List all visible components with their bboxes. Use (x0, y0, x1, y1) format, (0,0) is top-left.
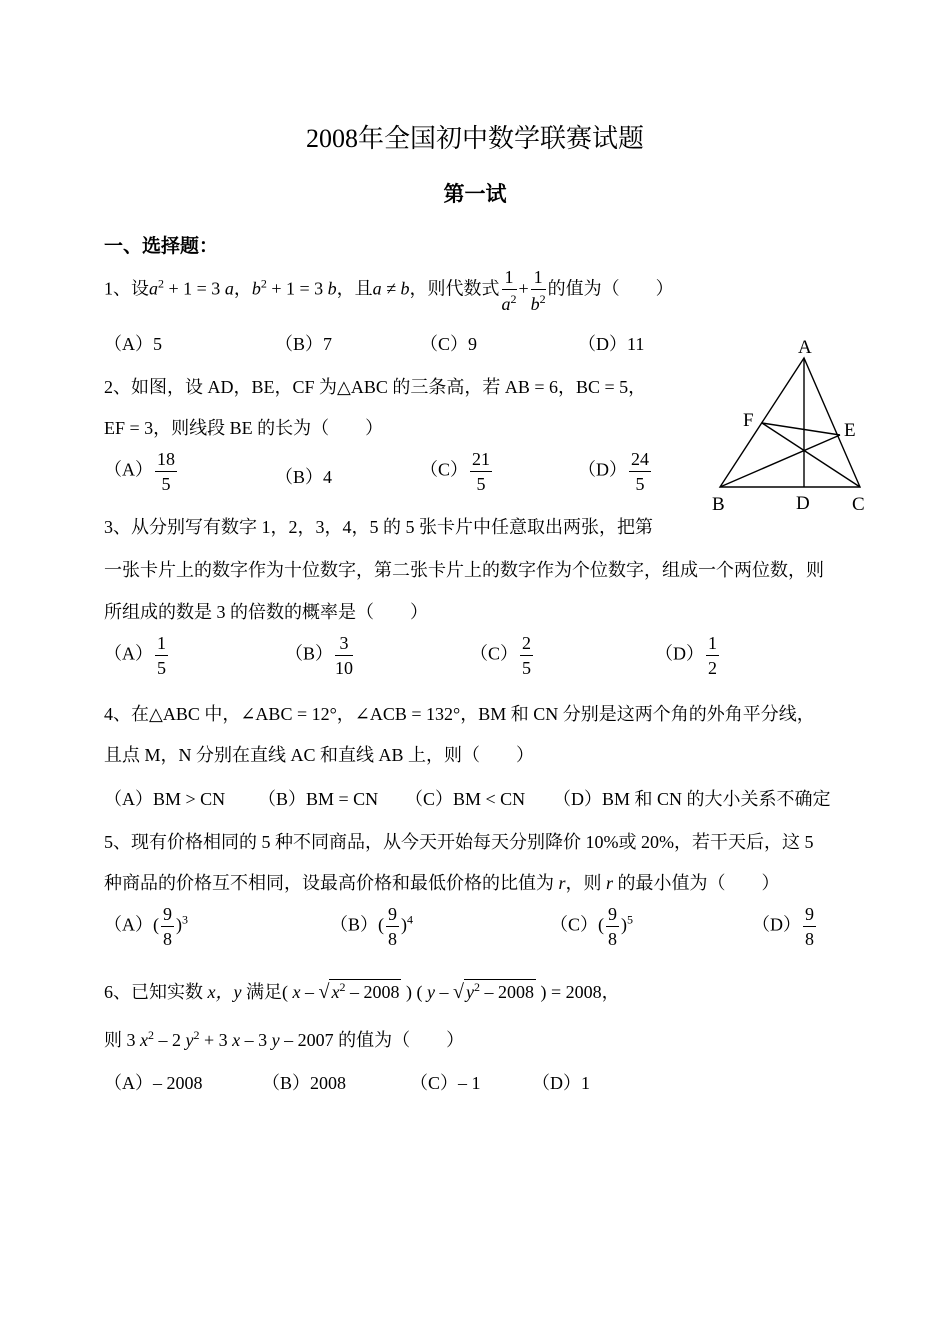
page-title: 2008年全国初中数学联赛试题 (305, 124, 644, 153)
q2-option-b: （B）4 (275, 467, 333, 487)
fraction-1-over-b2: $\frac{1}{b^2}$ (530, 267, 546, 314)
q6-option-a: （A）– 2008 (104, 1073, 203, 1093)
q4-line1: 4、在△ABC 中，∠ABC = 12°，∠ACB = 132°，BM 和 CN 分别是这两个角的外角平分线， (104, 704, 815, 724)
q1-option-b: （B）7 (275, 334, 333, 354)
section-heading: 一、选择题： (104, 236, 219, 257)
label-e: E (844, 420, 856, 441)
q2-option-c: （C） $\frac{21}{5}$ (420, 449, 491, 494)
q2-option-d: （D） $\frac{24}{5}$ (578, 449, 649, 494)
altitude-be (720, 435, 840, 487)
q3-line2: 一张卡片上的数字作为十位数字，第二张卡片上的数字作为个位数字，组成一个两位数，则 (104, 560, 824, 580)
q5-option-b: （B）( $\frac{9}{8}$ )$^4$ (330, 904, 414, 949)
label-d: D (796, 493, 810, 514)
q4-option-b: （B）BM = CN (258, 789, 379, 809)
q5-option-d: （D） $\frac{9}{8}$ (752, 904, 814, 949)
q6-line2: 则 3 $x^2 - 2$ $y^2 + 3$ x – 3 y – 2007 的值为（ ） (104, 1028, 465, 1050)
label-a: A (798, 337, 812, 358)
q3-option-d: （D） $\frac{1}{2}$ (655, 633, 717, 678)
label-b: B (712, 494, 725, 515)
q4-option-c: （C）BM < CN (405, 789, 526, 809)
triangle-figure (700, 335, 880, 520)
q5-line1: 5、现有价格相同的 5 种不同商品，从今天开始每天分别降价 10%或 20%，若干天后，这 5 (104, 832, 814, 852)
q3-line1: 3、从分别写有数字 1，2，3，4，5 的 5 张卡片中任意取出两张，把第 (104, 517, 653, 537)
q3-option-a: （A） $\frac{1}{5}$ (104, 633, 166, 678)
q5-option-c: （C）( $\frac{9}{8}$ )$^5$ (550, 904, 634, 949)
q2-line2: EF = 3，则线段 BE 的长为（ ） (104, 418, 384, 438)
q1-option-d: （D）11 (578, 334, 645, 354)
q2-line1: 2、如图，设 AD，BE，CF 为△ABC 的三条高，若 AB = 6，BC = 5， (104, 377, 647, 397)
q1-option-c: （C）9 (420, 334, 478, 354)
fraction-1-over-a2: $\frac{1}{a^2}$ (501, 267, 517, 314)
segment-ef (762, 423, 840, 435)
q6-option-c: （C）– 1 (410, 1073, 481, 1093)
q5-option-a: （A）( $\frac{9}{8}$ )$^3$ (104, 904, 188, 949)
label-f: F (743, 410, 754, 431)
label-c: C (852, 494, 865, 515)
q3-option-b: （B） $\frac{3}{10}$ (285, 633, 354, 678)
q2-option-a: （A） $\frac{18}{5}$ (104, 449, 175, 494)
q6-option-d: （D）1 (532, 1073, 590, 1093)
q3-option-c: （C） $\frac{2}{5}$ (470, 633, 532, 678)
q4-option-a: （A）BM > CN (104, 789, 226, 809)
q1-option-a: （A）5 (104, 334, 162, 354)
q4-line2: 且点 M，N 分别在直线 AC 和直线 AB 上，则（ ） (104, 745, 535, 765)
q6-line1: 6、已知实数 x，y 满足( x – √ $x^2 - 2008$ ) ( y – √ $y^2 - 2008$ ) = 2008， (104, 980, 620, 1003)
page-subtitle: 第一试 (443, 182, 507, 206)
q5-line2: 种商品的价格互不相同，设最高价格和最低价格的比值为 r，则 r 的最小值为（ ） (104, 873, 780, 893)
q3-line3: 所组成的数是 3 的倍数的概率是（ ） (104, 602, 428, 622)
question-1: 1、设$a^2 + 1 = 3$ a，$b^2 + 1 = 3$ b，且a ≠ b，则代数式 $\frac{1}{a^2}$ + $\frac{1}{b^2}$ 的值为（ ） (104, 267, 674, 314)
triangle-abc (720, 358, 860, 487)
q4-option-d: （D）BM 和 CN 的大小关系不确定 (553, 789, 831, 809)
q6-option-b: （B）2008 (262, 1073, 347, 1093)
